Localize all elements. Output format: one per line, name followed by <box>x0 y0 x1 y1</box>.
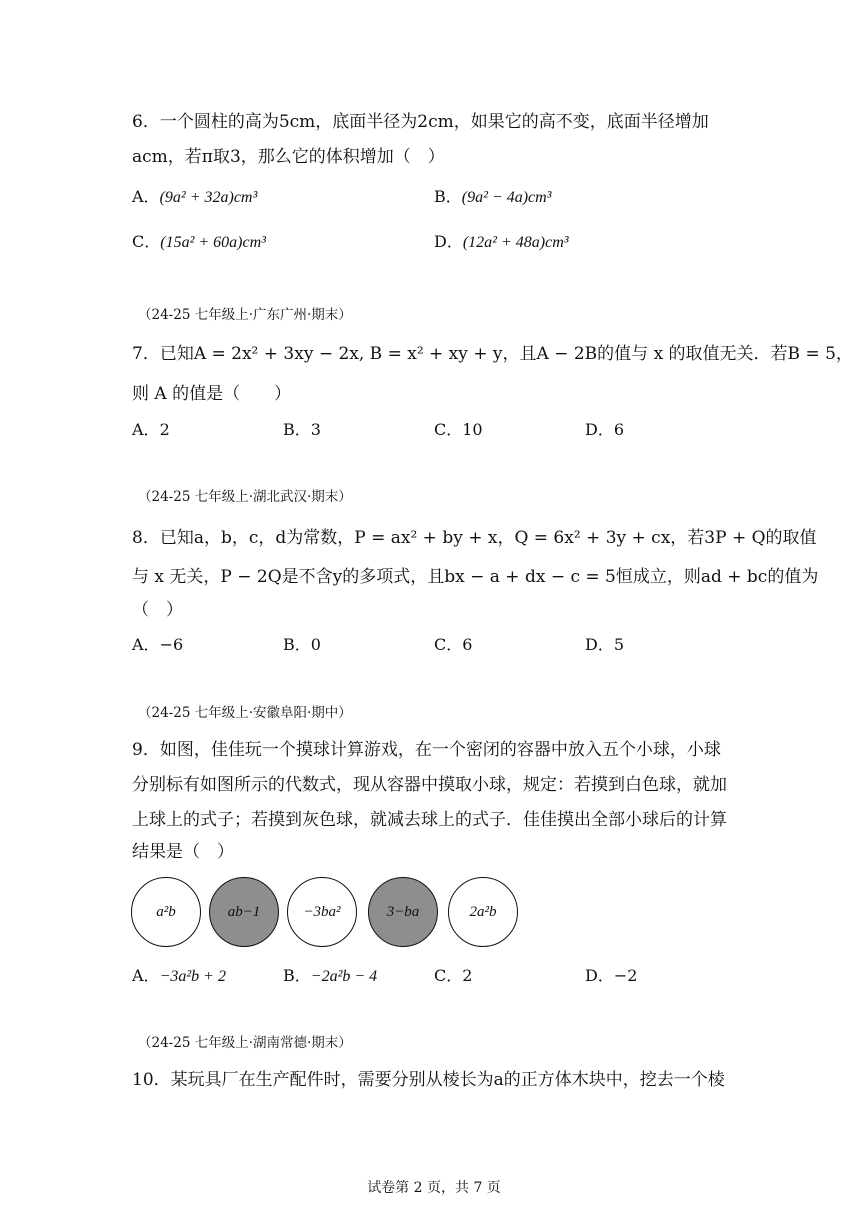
q10-source: （24-25 七年级上·湖南常德·期末） <box>138 1035 352 1051</box>
q9-option-b: B．−2a²b − 4 <box>283 966 378 985</box>
q7-option-c: C．10 <box>434 420 483 439</box>
q8-option-c: C．6 <box>434 635 473 654</box>
ball-white-2: −3ba² <box>287 877 357 947</box>
q8-option-b: B．0 <box>283 635 321 654</box>
q10-line1: 10．某玩具厂在生产配件时，需要分别从棱长为a的正方体木块中，挖去一个棱 <box>132 1070 725 1090</box>
q9-option-a: A．−3a²b + 2 <box>132 966 226 985</box>
q7-option-d: D．6 <box>585 420 625 439</box>
q9-option-c: C．2 <box>434 966 473 985</box>
q7-option-b: B．3 <box>283 420 321 439</box>
q8-option-d: D．5 <box>585 635 625 654</box>
page-footer: 试卷第 2 页，共 7 页 <box>367 1180 501 1196</box>
q9-line1: 9．如图，佳佳玩一个摸球计算游戏，在一个密闭的容器中放入五个小球，小球 <box>132 740 721 760</box>
q8-line3: （ ） <box>132 600 183 620</box>
q6-option-d: D．(12a² + 48a)cm³ <box>434 232 569 251</box>
q9-source: （24-25 七年级上·安徽阜阳·期中） <box>138 705 352 721</box>
q6-line1: 6．一个圆柱的高为5cm，底面半径为2cm，如果它的高不变，底面半径增加 <box>132 112 709 132</box>
q9-line3: 上球上的式子；若摸到灰色球，就减去球上的式子．佳佳摸出全部小球后的计算 <box>132 810 727 830</box>
ball-white-3: 2a²b <box>448 877 518 947</box>
q8-line1: 8．已知a，b，c，d为常数，P = ax² + by + x，Q = 6x² + 3y + cx，若3P + Q的取值 <box>132 528 817 548</box>
q6-option-a: A．(9a² + 32a)cm³ <box>132 187 258 206</box>
q9-line4: 结果是（ ） <box>132 842 234 862</box>
q8-option-a: A．−6 <box>132 635 184 654</box>
ball-white-1: a²b <box>131 877 201 947</box>
q6-line2: acm，若π取3，那么它的体积增加（ ） <box>132 147 445 167</box>
ball-gray-2: 3−ba <box>368 877 438 947</box>
q7-line2: 则 A 的值是（ ） <box>132 384 292 404</box>
q9-option-d: D．−2 <box>585 966 638 985</box>
q7-option-a: A．2 <box>132 420 170 439</box>
q6-option-b: B．(9a² − 4a)cm³ <box>434 187 552 206</box>
q7-line1: 7．已知A = 2x² + 3xy − 2x, B = x² + xy + y，且A − 2B的值与 x 的取值无关．若B = 5， <box>132 344 853 364</box>
q8-source: （24-25 七年级上·湖北武汉·期末） <box>138 489 352 505</box>
q7-source: （24-25 七年级上·广东广州·期末） <box>138 307 352 323</box>
ball-gray-1: ab−1 <box>209 877 279 947</box>
q6-option-c: C．(15a² + 60a)cm³ <box>132 232 266 251</box>
q9-line2: 分别标有如图所示的代数式，现从容器中摸取小球，规定：若摸到白色球，就加 <box>132 775 727 795</box>
q8-line2: 与 x 无关，P − 2Q是不含y的多项式，且bx − a + dx − c = 5恒成立，则ad + bc的值为 <box>132 567 819 587</box>
